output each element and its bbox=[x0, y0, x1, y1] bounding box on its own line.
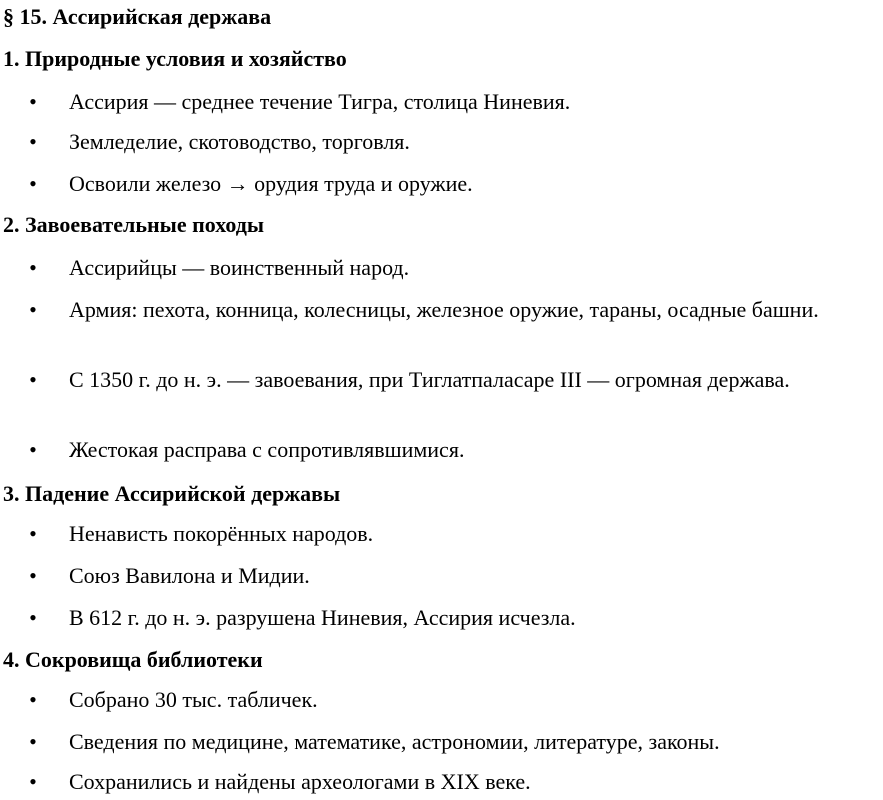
list-item-text: Ассирийцы — воинственный народ. bbox=[69, 255, 410, 280]
page-title: § 15. Ассирийская держава bbox=[3, 4, 272, 29]
bullet-icon: • bbox=[29, 769, 37, 794]
section-heading-3: 3. Падение Ассирийской державы bbox=[3, 481, 341, 506]
bullet-icon: • bbox=[29, 367, 37, 392]
list-item-text: Собрано 30 тыс. табличек. bbox=[69, 687, 318, 712]
section-heading-2: 2. Завоевательные походы bbox=[3, 212, 265, 237]
section-heading-4: 4. Сокровища библиотеки bbox=[3, 647, 263, 672]
list-item-text: В 612 г. до н. э. разрушена Ниневия, Ассирия исчезла. bbox=[69, 605, 576, 630]
list-item-text: Сведения по медицине, математике, астрономии, литературе, законы. bbox=[69, 729, 720, 754]
bullet-icon: • bbox=[29, 687, 37, 712]
bullet-icon: • bbox=[29, 729, 37, 754]
list-item-text: Освоили железо → орудия труда и оружие. bbox=[69, 171, 473, 196]
list-item-text: Сохранились и найдены археологами в XIX веке. bbox=[69, 769, 531, 794]
bullet-icon: • bbox=[29, 563, 37, 588]
section-heading-1: 1. Природные условия и хозяйство bbox=[3, 46, 347, 71]
list-item-text: Ненависть покорённых народов. bbox=[69, 521, 374, 546]
list-item-text: Союз Вавилона и Мидии. bbox=[69, 563, 310, 588]
bullet-icon: • bbox=[29, 129, 37, 154]
bullet-icon: • bbox=[29, 255, 37, 280]
bullet-icon: • bbox=[29, 605, 37, 630]
bullet-icon: • bbox=[29, 171, 37, 196]
list-item-text: Жестокая расправа с сопротивлявшимися. bbox=[69, 437, 465, 462]
list-item-text: Земледелие, скотоводство, торговля. bbox=[69, 129, 410, 154]
list-item-text: С 1350 г. до н. э. — завоевания, при Тиглатпаласаре III — огромная держава. bbox=[69, 367, 790, 392]
bullet-icon: • bbox=[29, 297, 37, 322]
list-item-text: Армия: пехота, конница, колесницы, железное оружие, тараны, осадные башни. bbox=[69, 297, 819, 322]
bullet-icon: • bbox=[29, 89, 37, 114]
list-item-text: Ассирия — среднее течение Тигра, столица Ниневия. bbox=[69, 89, 571, 114]
bullet-icon: • bbox=[29, 437, 37, 462]
bullet-icon: • bbox=[29, 521, 37, 546]
